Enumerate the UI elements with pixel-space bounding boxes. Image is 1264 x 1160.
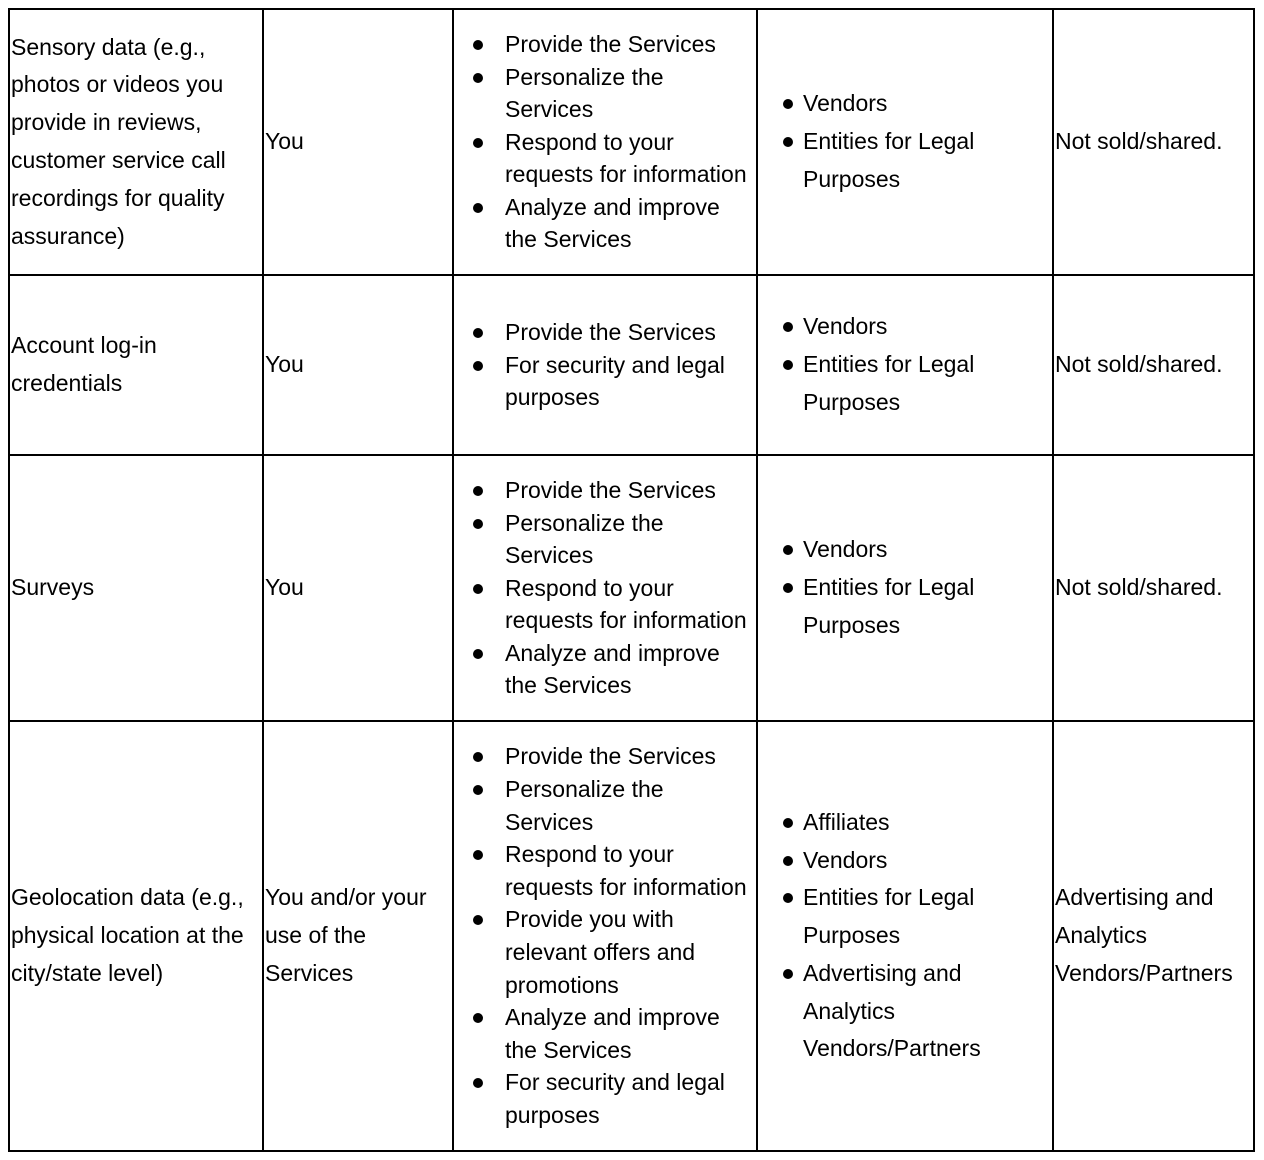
source-cell — [263, 9, 453, 275]
purpose-item: Provide the Services — [454, 28, 756, 61]
recipients-list — [758, 85, 1052, 198]
purpose-item: Analyze and improve the Services — [454, 637, 756, 702]
purposes-list — [454, 28, 756, 256]
recipients-list — [758, 308, 1052, 421]
recipients-list — [758, 531, 1052, 644]
sold-shared-text: Not sold/shared. — [1055, 351, 1223, 378]
category-text: Account log-in credentials — [11, 332, 157, 396]
source-text: You — [265, 574, 304, 601]
purposes-cell — [453, 455, 757, 721]
recipient-item: Entities for Legal Purposes — [758, 346, 1052, 422]
sold-shared-text: Not sold/shared. — [1055, 574, 1223, 601]
recipients-cell — [757, 9, 1053, 275]
purpose-item: Analyze and improve the Services — [454, 191, 756, 256]
recipients-cell — [757, 275, 1053, 455]
source-cell — [263, 455, 453, 721]
category-text: Sensory data (e.g., photos or videos you provide in reviews, customer service call recordings for quality assurance) — [11, 33, 226, 249]
data-disclosure-table — [8, 8, 1255, 1152]
category-cell — [9, 275, 263, 455]
purpose-item: Respond to your requests for information — [454, 838, 756, 903]
purpose-item: Personalize the Services — [454, 773, 756, 838]
recipients-cell — [757, 721, 1053, 1151]
purpose-item: Provide the Services — [454, 316, 756, 349]
purpose-item: Analyze and improve the Services — [454, 1001, 756, 1066]
purpose-item: Personalize the Services — [454, 61, 756, 126]
sold-shared-cell — [1053, 275, 1254, 455]
category-cell — [9, 455, 263, 721]
category-text: Surveys — [11, 574, 95, 601]
recipient-item: Vendors — [758, 842, 1052, 880]
purpose-item: Provide the Services — [454, 740, 756, 773]
recipient-item: Vendors — [758, 531, 1052, 569]
source-text: You — [265, 128, 304, 155]
table-row — [9, 721, 1254, 1151]
recipients-cell — [757, 455, 1053, 721]
purpose-item: Provide you with relevant offers and promotions — [454, 903, 756, 1001]
purposes-list — [454, 316, 756, 414]
sold-shared-text: Advertising and Analytics Vendors/Partners — [1055, 884, 1233, 986]
source-cell — [263, 275, 453, 455]
sold-shared-cell — [1053, 721, 1254, 1151]
purpose-item: Respond to your requests for information — [454, 126, 756, 191]
purpose-item: For security and legal purposes — [454, 1066, 756, 1131]
category-text: Geolocation data (e.g., physical location at the city/state level) — [11, 884, 244, 986]
recipient-item: Entities for Legal Purposes — [758, 123, 1052, 199]
sold-shared-cell — [1053, 455, 1254, 721]
purposes-cell — [453, 275, 757, 455]
purpose-item: For security and legal purposes — [454, 349, 756, 414]
recipient-item: Entities for Legal Purposes — [758, 569, 1052, 645]
recipients-list — [758, 804, 1052, 1069]
purpose-item: Personalize the Services — [454, 507, 756, 572]
recipient-item: Affiliates — [758, 804, 1052, 842]
category-cell — [9, 9, 263, 275]
table-row — [9, 455, 1254, 721]
sold-shared-text: Not sold/shared. — [1055, 128, 1223, 155]
purpose-item: Respond to your requests for information — [454, 572, 756, 637]
category-cell — [9, 721, 263, 1151]
source-text: You — [265, 351, 304, 378]
purposes-list — [454, 474, 756, 702]
source-text: You and/or your use of the Services — [265, 884, 427, 986]
source-cell — [263, 721, 453, 1151]
purposes-list — [454, 740, 756, 1131]
purpose-item: Provide the Services — [454, 474, 756, 507]
recipient-item: Entities for Legal Purposes — [758, 879, 1052, 955]
sold-shared-cell — [1053, 9, 1254, 275]
recipient-item: Vendors — [758, 308, 1052, 346]
table-row — [9, 275, 1254, 455]
purposes-cell — [453, 721, 757, 1151]
recipient-item: Vendors — [758, 85, 1052, 123]
recipient-item: Advertising and Analytics Vendors/Partners — [758, 955, 1052, 1068]
purposes-cell — [453, 9, 757, 275]
table-row — [9, 9, 1254, 275]
